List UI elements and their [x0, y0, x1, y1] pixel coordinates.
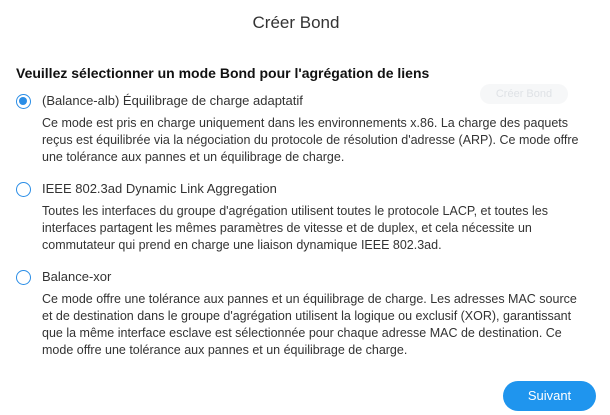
option-description-ieee-8023ad: Toutes les interfaces du groupe d'agrégation utilisent toutes le protocole LACP, et toutes les interfaces partagent les mêmes paramètres de vitesse et de duplex, et cela nécessite un commutateur qui prend en charge une liaison dynamique IEEE 802.3ad.: [42, 204, 548, 252]
option-description-balance-alb: Ce mode est pris en charge uniquement dans les environnements x.86. La charge des paquets reçus est équilibrée via la négociation du protocole de résolution d'adresse (ARP). Ce mode offre une tolérance aux pannes et un équilibrage de charge.: [42, 116, 579, 164]
radio-balance-alb[interactable]: [16, 94, 31, 109]
dialog-title: Créer Bond: [252, 13, 340, 32]
option-description-balance-xor: Ce mode offre une tolérance aux pannes et un équilibrage de charge. Les adresses MAC source et de destination dans le groupe d'agrégation utilisent la logique ou exclusif (XOR), garantissant que la même interface esclave est sélectionnée pour chaque adresse MAC de destination. Ce mode offre une tolérance aux pannes et un équilibrage de charge.: [42, 292, 577, 357]
option-label-balance-alb[interactable]: (Balance-alb) Équilibrage de charge adaptatif: [42, 93, 303, 108]
create-bond-ghost-button: Créer Bond: [480, 84, 568, 104]
radio-ieee-8023ad[interactable]: [16, 182, 31, 197]
next-button[interactable]: Suivant: [503, 381, 596, 411]
option-label-balance-xor[interactable]: Balance-xor: [42, 269, 112, 284]
bond-mode-heading: Veuillez sélectionner un mode Bond pour l'agrégation de liens: [16, 65, 430, 81]
option-label-ieee-8023ad[interactable]: IEEE 802.3ad Dynamic Link Aggregation: [42, 181, 277, 196]
radio-balance-xor[interactable]: [16, 270, 31, 285]
